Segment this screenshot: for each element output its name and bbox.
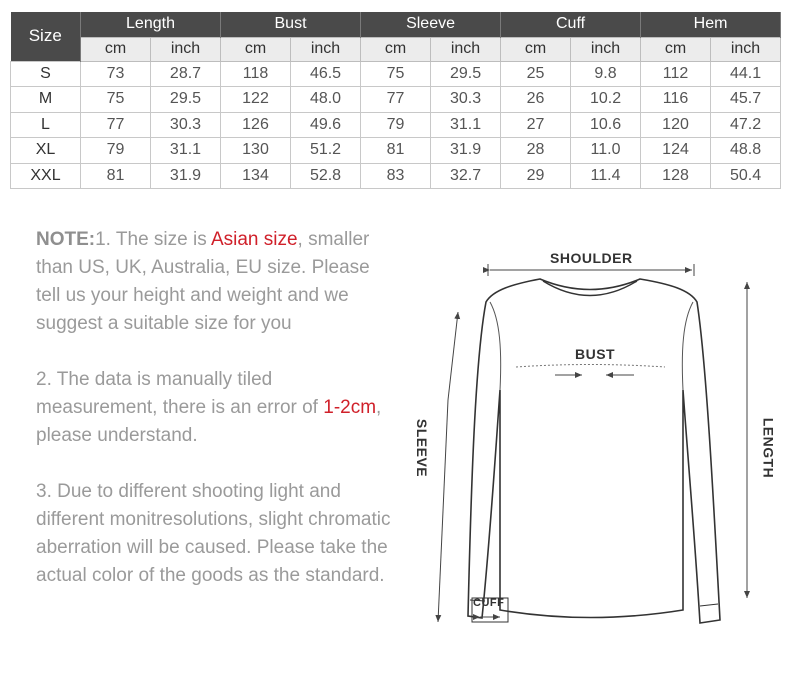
table-cell: 10.2 bbox=[571, 87, 641, 113]
bust-label: BUST bbox=[575, 346, 616, 362]
table-cell: 28.7 bbox=[151, 61, 221, 87]
size-column-header: Size bbox=[11, 12, 81, 61]
group-header-bust: Bust bbox=[221, 12, 361, 37]
unit-header-row bbox=[11, 37, 781, 61]
table-cell: 81 bbox=[81, 163, 151, 189]
table-cell: 79 bbox=[361, 112, 431, 138]
table-cell: 29.5 bbox=[151, 87, 221, 113]
size-cell: L bbox=[11, 112, 81, 138]
group-header-sleeve: Sleeve bbox=[361, 12, 501, 37]
table-cell: 30.3 bbox=[431, 87, 501, 113]
table-cell: 9.8 bbox=[571, 61, 641, 87]
table-cell: 26 bbox=[501, 87, 571, 113]
group-header-cuff: Cuff bbox=[501, 12, 641, 37]
shirt-measurement-diagram bbox=[400, 240, 790, 680]
table-cell: 122 bbox=[221, 87, 291, 113]
table-cell: 51.2 bbox=[291, 138, 361, 164]
table-cell: 52.8 bbox=[291, 163, 361, 189]
note-1-text-a: 1. The size is bbox=[95, 229, 211, 250]
size-cell: M bbox=[11, 87, 81, 113]
group-header-hem: Hem bbox=[641, 12, 781, 37]
table-cell: 29.5 bbox=[431, 61, 501, 87]
table-row bbox=[11, 112, 781, 138]
table-cell: 112 bbox=[641, 61, 711, 87]
size-notes bbox=[36, 226, 396, 618]
unit-inch: inch bbox=[151, 37, 221, 61]
table-cell: 48.8 bbox=[711, 138, 781, 164]
group-header-length: Length bbox=[81, 12, 221, 37]
table-row bbox=[11, 87, 781, 113]
table-cell: 48.0 bbox=[291, 87, 361, 113]
unit-inch: inch bbox=[571, 37, 641, 61]
table-cell: 118 bbox=[221, 61, 291, 87]
table-cell: 31.9 bbox=[431, 138, 501, 164]
table-cell: 50.4 bbox=[711, 163, 781, 189]
table-cell: 75 bbox=[361, 61, 431, 87]
table-cell: 126 bbox=[221, 112, 291, 138]
table-cell: 75 bbox=[81, 87, 151, 113]
size-cell: S bbox=[11, 61, 81, 87]
shirt-icon bbox=[468, 279, 720, 623]
cuff-label: CUFF bbox=[473, 597, 505, 609]
unit-cm: cm bbox=[221, 37, 291, 61]
size-chart-table bbox=[10, 12, 781, 189]
table-cell: 25 bbox=[501, 61, 571, 87]
length-label: LENGTH bbox=[760, 417, 777, 479]
size-cell: XXL bbox=[11, 163, 81, 189]
note-1 bbox=[36, 226, 396, 338]
table-row bbox=[11, 61, 781, 87]
note-2-text-a: 2. The data is manually tiled measurement, there is an error of bbox=[36, 369, 324, 418]
table-cell: 11.4 bbox=[571, 163, 641, 189]
table-cell: 47.2 bbox=[711, 112, 781, 138]
table-cell: 11.0 bbox=[571, 138, 641, 164]
table-cell: 83 bbox=[361, 163, 431, 189]
table-cell: 30.3 bbox=[151, 112, 221, 138]
table-cell: 46.5 bbox=[291, 61, 361, 87]
table-cell: 116 bbox=[641, 87, 711, 113]
table-cell: 31.1 bbox=[151, 138, 221, 164]
table-cell: 120 bbox=[641, 112, 711, 138]
note-3: 3. Due to different shooting light and different monitresolutions, slight chromatic aberration will be caused. Please take the actual color of the goods as the standard. bbox=[36, 481, 391, 586]
shoulder-label: SHOULDER bbox=[550, 250, 633, 266]
table-cell: 45.7 bbox=[711, 87, 781, 113]
sleeve-label: SLEEVE bbox=[414, 418, 431, 478]
table-cell: 28 bbox=[501, 138, 571, 164]
table-cell: 134 bbox=[221, 163, 291, 189]
table-cell: 73 bbox=[81, 61, 151, 87]
unit-inch: inch bbox=[431, 37, 501, 61]
table-cell: 79 bbox=[81, 138, 151, 164]
table-cell: 31.1 bbox=[431, 112, 501, 138]
group-header-row bbox=[11, 12, 781, 37]
table-cell: 27 bbox=[501, 112, 571, 138]
size-cell: XL bbox=[11, 138, 81, 164]
table-cell: 128 bbox=[641, 163, 711, 189]
asian-size-highlight: Asian size bbox=[210, 229, 298, 250]
long-sleeve-shirt-outline bbox=[400, 240, 790, 680]
note-2-text-b: , please understand. bbox=[36, 397, 382, 446]
table-cell: 44.1 bbox=[711, 61, 781, 87]
table-row bbox=[11, 138, 781, 164]
unit-cm: cm bbox=[81, 37, 151, 61]
table-cell: 77 bbox=[81, 112, 151, 138]
error-range-highlight: 1-2cm bbox=[323, 397, 377, 418]
table-cell: 32.7 bbox=[431, 163, 501, 189]
unit-cm: cm bbox=[361, 37, 431, 61]
note-1-text-b: , smaller than US, UK, Australia, EU size. Please tell us your height and weight and we suggest a suitable size for you bbox=[36, 229, 370, 334]
table-cell: 81 bbox=[361, 138, 431, 164]
table-row bbox=[11, 163, 781, 189]
note-label: NOTE: bbox=[36, 229, 96, 250]
unit-cm: cm bbox=[501, 37, 571, 61]
unit-inch: inch bbox=[711, 37, 781, 61]
table-cell: 10.6 bbox=[571, 112, 641, 138]
table-cell: 31.9 bbox=[151, 163, 221, 189]
table-cell: 49.6 bbox=[291, 112, 361, 138]
table-cell: 130 bbox=[221, 138, 291, 164]
table-cell: 77 bbox=[361, 87, 431, 113]
unit-cm: cm bbox=[641, 37, 711, 61]
table-cell: 124 bbox=[641, 138, 711, 164]
unit-inch: inch bbox=[291, 37, 361, 61]
note-2 bbox=[36, 366, 396, 450]
table-cell: 29 bbox=[501, 163, 571, 189]
